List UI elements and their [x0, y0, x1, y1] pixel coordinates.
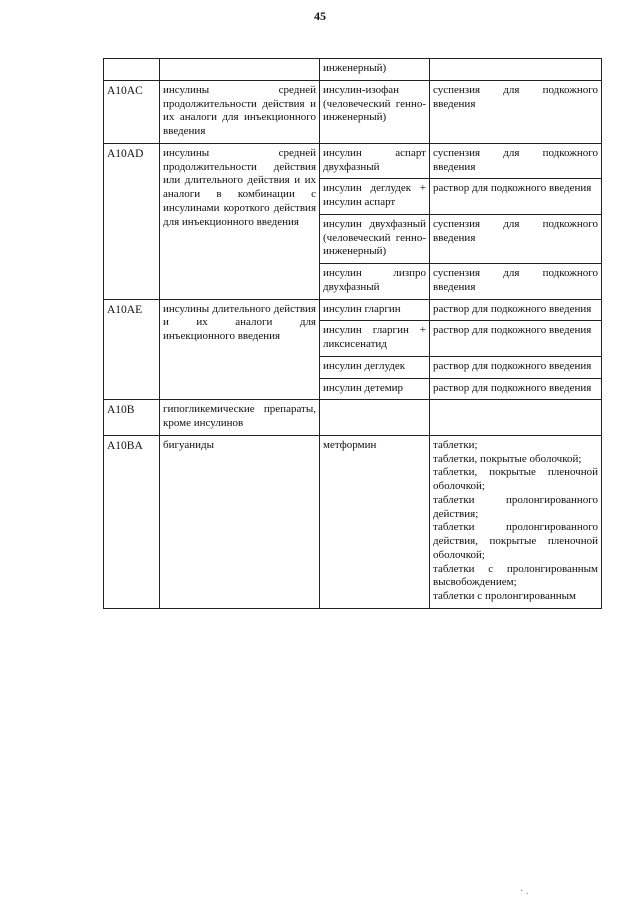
dosage-form-item: суспензия для подкожного введения: [433, 217, 598, 244]
table-body: [104, 59, 602, 609]
dosage-form-item: раствор для подкожного введения: [433, 324, 592, 337]
page-number: 45: [314, 9, 326, 23]
drug-name-cell: инсулин гларгин + ликсисенатид: [320, 321, 430, 357]
dosage-form-list: [433, 182, 598, 196]
dosage-form-cell: [430, 143, 602, 179]
dosage-form-cell: [430, 378, 602, 400]
atc-code-cell: [104, 59, 160, 81]
dosage-form-cell: [430, 264, 602, 300]
drug-table: [103, 58, 602, 609]
dosage-form-cell: [430, 321, 602, 357]
dosage-form-cell: [430, 299, 602, 321]
table-row: [104, 299, 602, 321]
dosage-form-list: [433, 84, 598, 112]
table-row: [104, 59, 602, 81]
dosage-form-list: [433, 439, 598, 604]
dosage-form-cell: [430, 356, 602, 378]
table-row: [104, 400, 602, 436]
anatomical-group-cell: инсулины длительного действия и их аналоги для инъекционного введения: [160, 299, 320, 400]
anatomical-group-cell: бигуаниды: [160, 435, 320, 608]
dosage-form-item: раствор для подкожного введения: [433, 381, 592, 394]
dosage-form-item: суспензия для подкожного введения: [433, 83, 598, 110]
drug-name-cell: инсулин двухфазный (человеческий генно-инженерный): [320, 214, 430, 263]
dosage-form-list: [433, 382, 598, 396]
dosage-form-cell: [430, 80, 602, 143]
scan-mark: · .: [520, 886, 529, 897]
drug-name-cell: инсулин деглудек + инсулин аспарт: [320, 179, 430, 215]
dosage-form-item: таблетки с пролонгированным высвобождением;: [433, 562, 598, 589]
dosage-form-item: суспензия для подкожного введения: [433, 146, 598, 173]
anatomical-group-cell: инсулины средней продолжительности действия или длительного действия и их аналоги в комбинации с инсулинами короткого действия для инъекционного введения: [160, 143, 320, 299]
dosage-form-cell: [430, 400, 602, 436]
dosage-form-item: таблетки с пролонгированным: [433, 590, 577, 602]
atc-code-cell: A10B: [104, 400, 160, 436]
drug-name-cell: инженерный): [320, 59, 430, 81]
dosage-form-item: суспензия для подкожного введения: [433, 267, 598, 293]
drug-name-cell: инсулин гларгин: [320, 299, 430, 321]
dosage-form-item: таблетки пролонгированного действия;: [433, 493, 598, 520]
drug-name-cell: метформин: [320, 435, 430, 608]
dosage-form-list: [433, 303, 598, 317]
drug-name-cell: инсулин лизпро двухфазный: [320, 264, 430, 300]
atc-code-cell: A10AE: [104, 299, 160, 400]
dosage-form-cell: [430, 59, 602, 81]
anatomical-group-cell: гипогликемические препараты, кроме инсулинов: [160, 400, 320, 436]
atc-code-cell: A10BA: [104, 435, 160, 608]
atc-code-cell: A10AD: [104, 143, 160, 299]
dosage-form-item: таблетки;: [433, 438, 478, 451]
drug-name-cell: [320, 400, 430, 436]
dosage-form-item: раствор для подкожного введения: [433, 302, 592, 315]
dosage-form-list: [433, 218, 598, 246]
dosage-form-list: [433, 147, 598, 175]
drug-name-cell: инсулин детемир: [320, 378, 430, 400]
dosage-form-list: [433, 324, 598, 338]
drug-name-cell: инсулин деглудек: [320, 356, 430, 378]
drug-name-cell: инсулин-изофан (человеческий генно-инженерный): [320, 80, 430, 143]
table-row: [104, 435, 602, 608]
dosage-form-item: таблетки пролонгированного действия, покрытые пленочной оболочкой;: [433, 521, 598, 561]
dosage-form-item: раствор для подкожного введения: [433, 182, 592, 195]
atc-code-cell: A10AC: [104, 80, 160, 143]
table-row: [104, 80, 602, 143]
dosage-form-item: раствор для подкожного введения: [433, 359, 592, 372]
dosage-form-cell: [430, 435, 602, 608]
table-row: [104, 143, 602, 179]
dosage-form-list: [433, 360, 598, 374]
dosage-form-cell: [430, 214, 602, 263]
anatomical-group-cell: инсулины средней продолжительности действия и их аналоги для инъекционного введения: [160, 80, 320, 143]
dosage-form-item: таблетки, покрытые пленочной оболочкой;: [433, 466, 598, 492]
anatomical-group-cell: [160, 59, 320, 81]
dosage-form-cell: [430, 179, 602, 215]
dosage-form-item: таблетки, покрытые оболочкой;: [433, 452, 582, 465]
drug-name-cell: инсулин аспарт двухфазный: [320, 143, 430, 179]
dosage-form-list: [433, 267, 598, 295]
